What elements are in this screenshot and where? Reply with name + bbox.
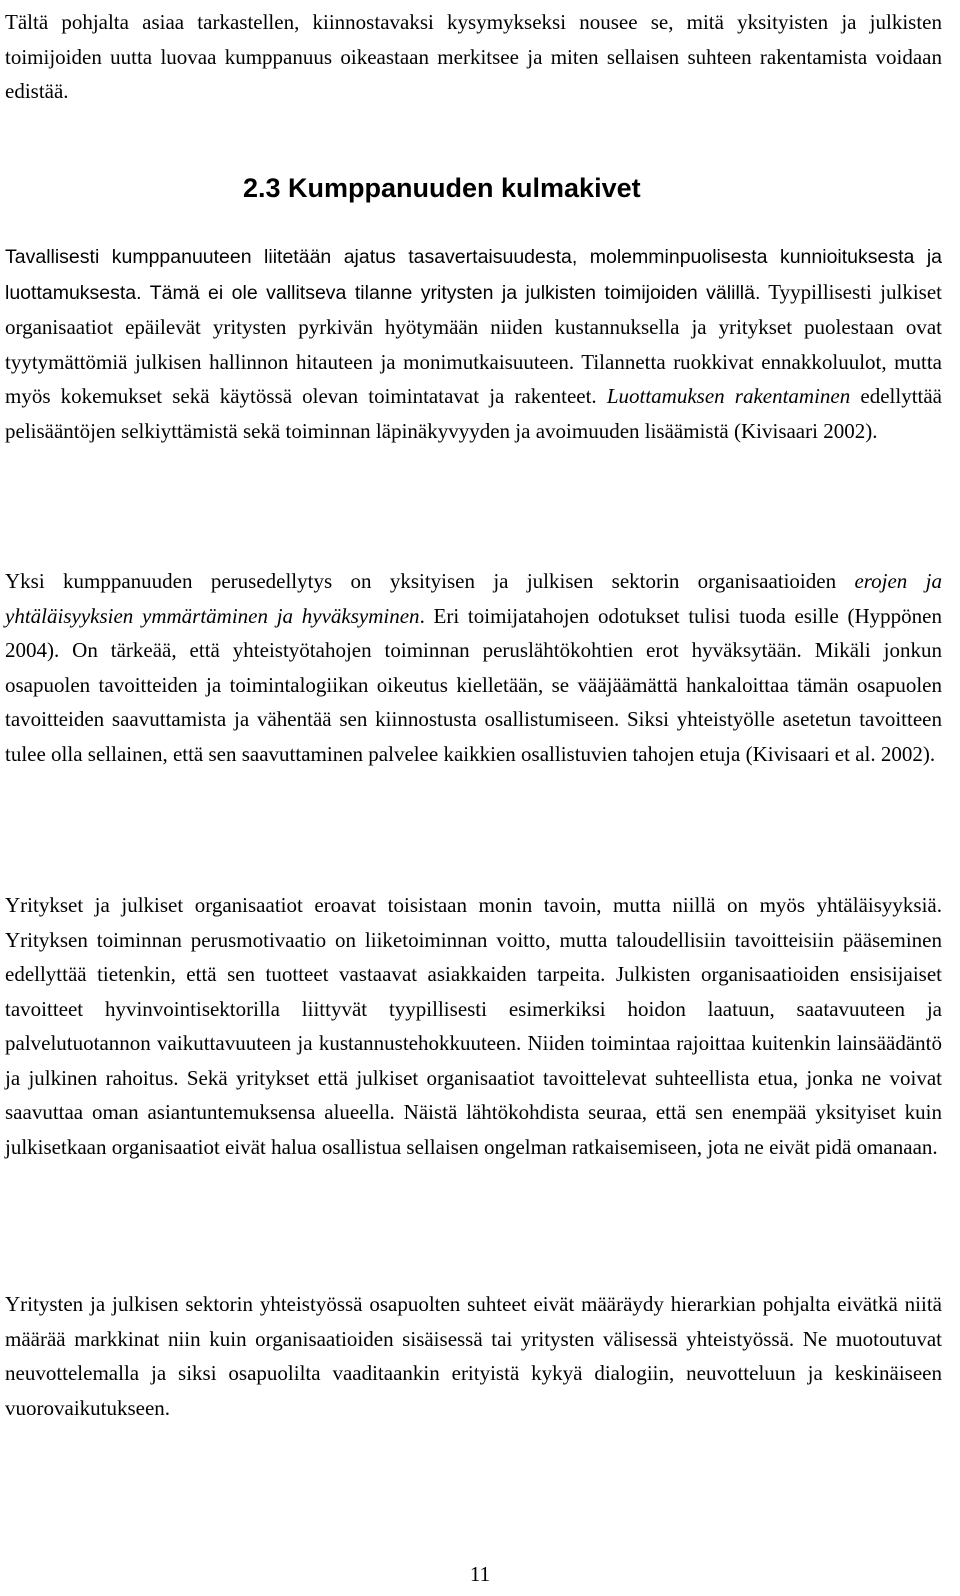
intro-paragraph: Tältä pohjalta asiaa tarkastellen, kiinnostavaksi kysymykseksi nousee se, mitä yksityisten ja julkisten toimijoiden uutta luovaa kumppanuus oikeastaan merkitsee ja miten sellaisen suhteen rakentamista voidaan edistää. <box>5 10 942 103</box>
paragraph-differences-emphasis: erojen ja yhtäläisyyksien ymmärtäminen ja hyväksyminen <box>5 569 942 628</box>
paragraph-trust-part-3: edellyttää pelisääntöjen selkiyttämistä sekä toiminnan läpinäkyvyyden ja avoimuuden lisäämistä (Kivisaari 2002). <box>5 384 943 443</box>
paragraph-trust <box>5 239 942 448</box>
paragraph-cooperation: Yritysten ja julkisen sektorin yhteistyössä osapuolten suhteet eivät määräydy hierarkian pohjalta eivätkä niitä määrää markkinat niin kuin organisaatioiden sisäisessä tai yritysten välisessä yhteistyössä. Ne muotoutuvat neuvottelemalla ja siksi osapuolilta vaaditaankin erityistä kykyä dialogiin, neuvotteluun ja keskinäiseen vuorovaikutukseen. <box>5 1292 942 1420</box>
page-number: 11 <box>469 1562 491 1586</box>
paragraph-differences-part-1: Yksi kumppanuuden perusedellytys on yksityisen ja julkisen sektorin organisaatioiden <box>5 569 855 593</box>
paragraph-organisations: Yritykset ja julkiset organisaatiot eroavat toisistaan monin tavoin, mutta niillä on myös yhtäläisyyksiä. Yrityksen toiminnan perusmotivaatio on liiketoiminnan voitto, mutta taloudellisiin tavoitteisiin pääseminen edellyttää tietenkin, että sen tuotteet vastaavat asiakkaiden tarpeita. Julkisten organisaatioiden ensisijaiset tavoitteet hyvinvointisektorilla liittyvät tyypillisesti esimerkiksi hoidon laatuun, saatavuuteen ja palvelutuotannon vaikuttavuuteen ja kustannustehokkuuteen. Niiden toimintaa rajoittaa kuitenkin lainsäädäntö ja julkinen rahoitus. Sekä yritykset että julkiset organisaatiot tavoittelevat suhteellista etua, jonka ne voivat saavuttaa oman asiantuntemuksensa alueella. Näistä lähtökohdista seuraa, että sen enempää yksityiset kuin julkisetkaan organisaatiot eivät halua osallistua sellaisen ongelman ratkaisemiseen, jota ne eivät pidä omanaan. <box>5 893 942 1159</box>
paragraph-differences <box>5 564 942 771</box>
paragraph-trust-part-2: Tyypillisesti julkiset organisaatiot epäilevät yritysten pyrkivän hyötymään niiden kustannuksella ja yritykset puolestaan ovat tyytymättömiä julkisen hallinnon hitauteen ja monimutkaisuuteen. Tilannetta ruokkivat ennakkoluulot, mutta myös kokemukset sekä käytössä olevan toimintatavat ja rakenteet. <box>5 279 942 408</box>
paragraph-trust-emphasis: Luottamuksen rakentaminen <box>606 384 851 408</box>
section-heading: 2.3 Kumppanuuden kulmakivet <box>243 173 641 203</box>
paragraph-differences-part-2: . Eri toimijatahojen odotukset tulisi tuoda esille (Hyppönen 2004). On tärkeää, että yhteistyötahojen toiminnan peruslähtökohtien erot hyväksytään. Mikäli jonkun osapuolen tavoitteiden ja toimintalogiikan oikeutus kielletään, se vääjäämättä hankaloittaa tämän osapuolen tavoitteiden saavuttamista ja vähentää sen kiinnostusta osallistumiseen. Siksi yhteistyölle asetetun tavoitteen tulee olla sellainen, että sen saavuttaminen palvelee kaikkien osallistuvien tahojen etuja (Kivisaari et al. 2002). <box>5 603 942 766</box>
paragraph-trust-sans-part: Tavallisesti kumppanuuteen liitetään ajatus tasavertaisuudesta, molemminpuolisesta kunnioituksesta ja luottamuksesta. Tämä ei ole vallitseva tilanne yritysten ja julkisten toimijoiden välillä. <box>5 246 942 304</box>
